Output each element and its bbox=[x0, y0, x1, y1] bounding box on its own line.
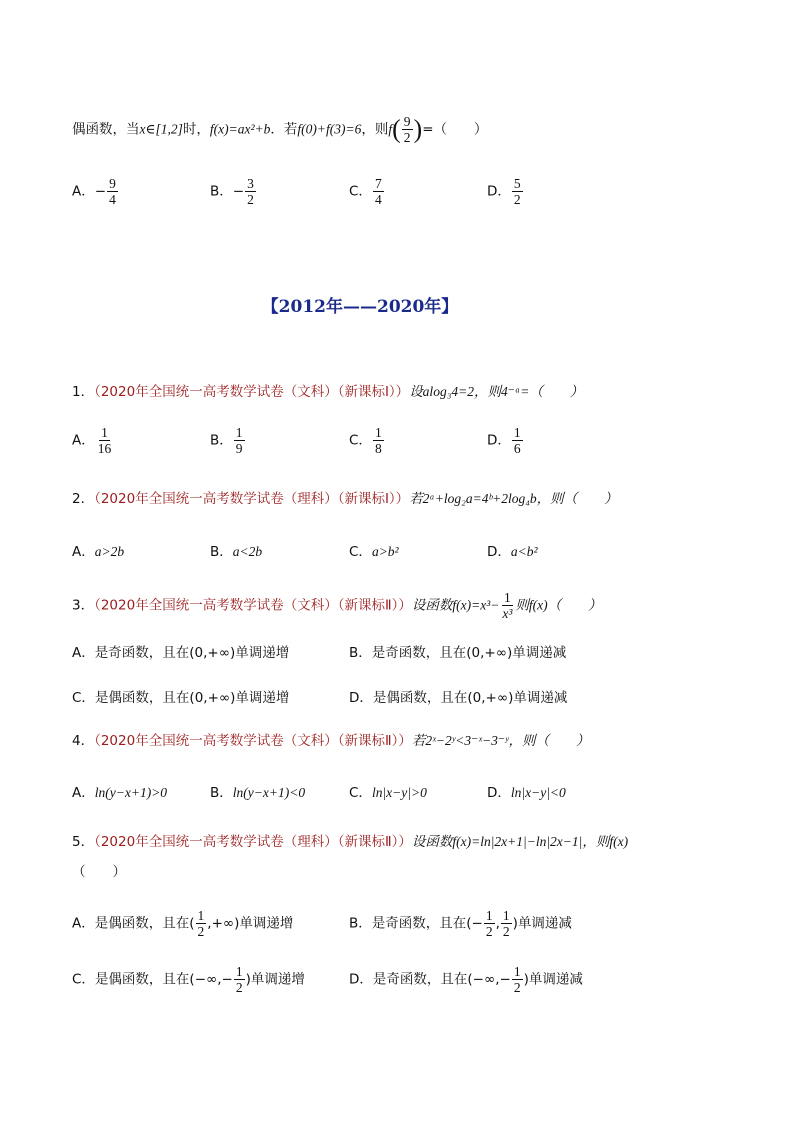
question-source: （2020年全国统一高考数学试卷（文科）（新课标Ⅱ）） bbox=[94, 597, 412, 614]
q1-option-d[interactable]: D． $\frac{1}{6}$ bbox=[487, 425, 521, 456]
intro-text: 时， bbox=[182, 121, 210, 138]
question-source: （2020年全国统一高考数学试卷（理科）（新课标Ⅱ）） bbox=[94, 834, 412, 850]
q4-option-a[interactable]: A．ln(y−x+1)>0 bbox=[72, 785, 168, 801]
q3-option-d[interactable]: D．是偶函数，且在(0,+∞)单调递减 bbox=[349, 690, 568, 706]
intro-text: 偶函数，当 bbox=[72, 121, 140, 138]
q2-option-c[interactable]: C．a>b² bbox=[349, 544, 399, 560]
intro-option-a[interactable]: A．− $\frac{9}{4}$ bbox=[72, 176, 116, 207]
q4-option-d[interactable]: D．ln|x−y|<0 bbox=[487, 785, 566, 801]
q3-option-c[interactable]: C．是偶函数，且在(0,+∞)单调递增 bbox=[72, 690, 290, 706]
q3-option-a[interactable]: A．是奇函数，且在(0,+∞)单调递增 bbox=[72, 645, 290, 661]
intro-option-c[interactable]: C． $\frac{7}{4}$ bbox=[349, 176, 382, 207]
intro-equation: f(0)+f(3)=6 bbox=[297, 121, 362, 137]
section-title: 【2012年——2020年】 bbox=[261, 297, 459, 317]
q5-option-a[interactable]: A．是偶函数，且在( $\frac{1}{2}$ ,+∞)单调递增 bbox=[72, 908, 294, 939]
intro-blank: =（ ） bbox=[422, 121, 488, 138]
q2-option-a[interactable]: A．a>2b bbox=[72, 544, 125, 560]
question-source: （2020年全国统一高考数学试卷（文科）（新课标Ⅱ）） bbox=[94, 733, 412, 749]
question-1-stem: 1．（2020年全国统一高考数学试卷（文科）（新课标Ⅰ））设alog₃4=2，则4⁻ᵃ=（ ） bbox=[72, 384, 584, 400]
intro-condition: x∈[1,2] bbox=[139, 121, 183, 137]
q5-option-d[interactable]: D．是奇函数，且在(−∞,− $\frac{1}{2}$ )单调递减 bbox=[349, 964, 583, 995]
q2-option-b[interactable]: B．a<2b bbox=[210, 544, 263, 560]
question-4-stem: 4．（2020年全国统一高考数学试卷（文科）（新课标Ⅱ））若2ˣ−2ʸ<3⁻ˣ−3⁻ʸ，则（ ） bbox=[72, 733, 590, 749]
intro-target-fraction: $\frac{9}{2}$ bbox=[403, 114, 411, 145]
intro-option-b[interactable]: B．− $\frac{3}{2}$ bbox=[210, 176, 254, 207]
q1-option-b[interactable]: B． $\frac{1}{9}$ bbox=[210, 425, 243, 456]
intro-option-d[interactable]: D． $\frac{5}{2}$ bbox=[487, 176, 521, 207]
question-3-stem: 3．（2020年全国统一高考数学试卷（文科）（新课标Ⅱ））设函数f(x)=x³− $\frac{1}{\text{x³}}$ 则f(x)（ ） bbox=[72, 590, 602, 621]
intro-stem: 偶函数，当x∈[1,2]时，f(x)=ax²+b．若f(0)+f(3)=6，则f( $\frac{9}{2}$ )=（ ） bbox=[72, 114, 488, 145]
question-5-stem-continuation: （ ） bbox=[72, 864, 126, 880]
q1-option-a[interactable]: A． $\frac{1}{16}$ bbox=[72, 425, 112, 456]
intro-text: ．若 bbox=[270, 121, 298, 138]
question-source: （2020年全国统一高考数学试卷（理科）（新课标Ⅰ）） bbox=[94, 491, 410, 507]
q2-option-d[interactable]: D．a<b² bbox=[487, 544, 538, 560]
intro-text: ，则 bbox=[361, 121, 389, 138]
q4-option-b[interactable]: B．ln(y−x+1)<0 bbox=[210, 785, 306, 801]
question-source: （2020年全国统一高考数学试卷（文科）（新课标Ⅰ）） bbox=[94, 384, 410, 400]
q1-option-c[interactable]: C． $\frac{1}{8}$ bbox=[349, 425, 382, 456]
q5-option-b[interactable]: B．是奇函数，且在(− $\frac{1}{2}$ , $\frac{1}{2}$ )单调递减 bbox=[349, 908, 572, 939]
q5-option-c[interactable]: C．是偶函数，且在(−∞,− $\frac{1}{2}$ )单调递增 bbox=[72, 964, 305, 995]
q3-option-b[interactable]: B．是奇函数，且在(0,+∞)单调递减 bbox=[349, 645, 567, 661]
q4-option-c[interactable]: C．ln|x−y|>0 bbox=[349, 785, 427, 801]
intro-function: f(x)=ax²+b bbox=[209, 121, 271, 137]
question-5-stem: 5．（2020年全国统一高考数学试卷（理科）（新课标Ⅱ））设函数f(x)=ln|2x+1|−ln|2x−1|，则f(x) bbox=[72, 834, 629, 850]
question-2-stem: 2．（2020年全国统一高考数学试卷（理科）（新课标Ⅰ））若2ᵃ+log₂a=4ᵇ+2log₄b，则（ ） bbox=[72, 491, 618, 507]
